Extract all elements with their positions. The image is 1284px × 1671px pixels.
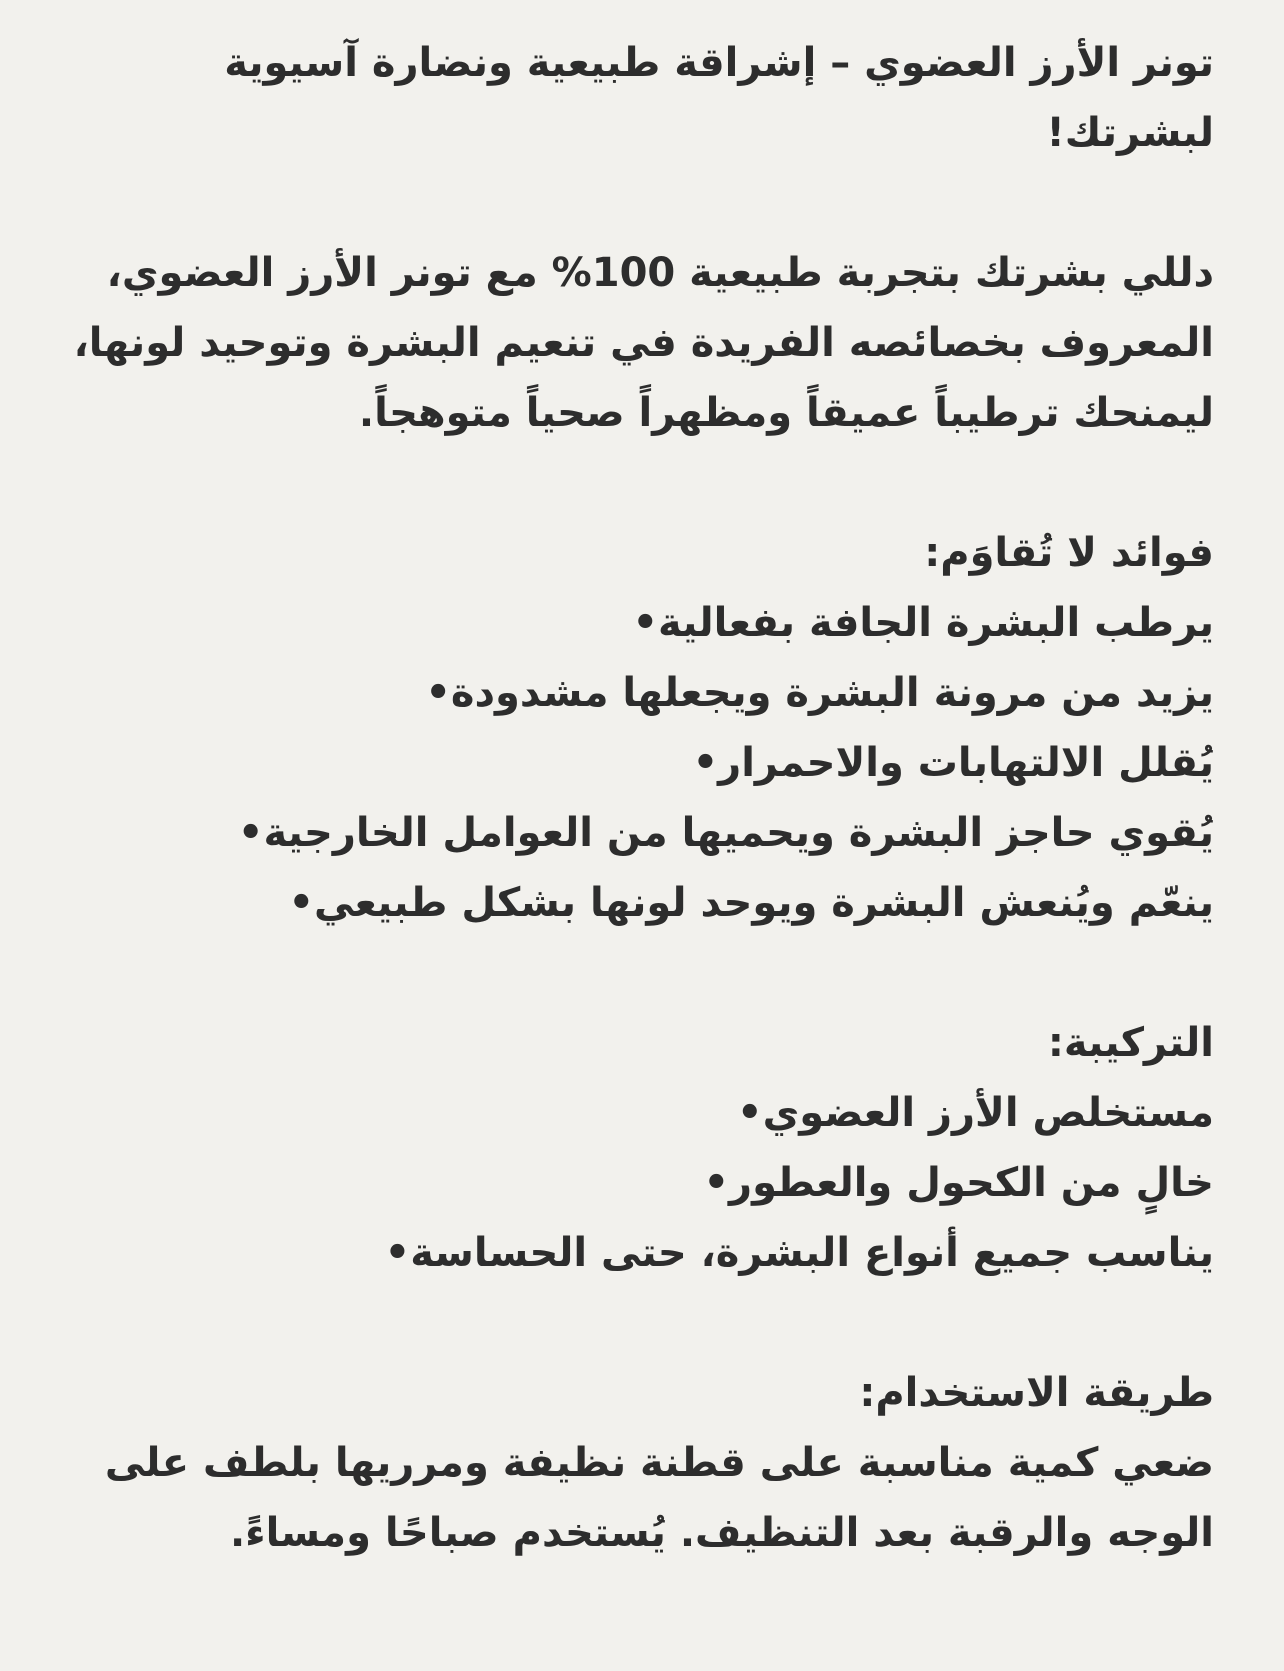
spacer xyxy=(60,1288,1214,1358)
ingredient-item: مستخلص الأرز العضوي• xyxy=(737,1090,1214,1136)
spacer xyxy=(60,168,1214,238)
benefit-item: يُقوي حاجز البشرة ويحميها من العوامل الخارجية• xyxy=(237,810,1214,856)
benefit-item: يزيد من مرونة البشرة ويجعلها مشدودة• xyxy=(425,670,1214,716)
ingredients-section xyxy=(60,1008,1214,1288)
usage-heading: طريقة الاستخدام: xyxy=(859,1370,1214,1416)
benefits-section xyxy=(60,518,1214,938)
intro-paragraph: دللي بشرتك بتجربة طبيعية 100% مع تونر الأرز العضوي، المعروف بخصائصه الفريدة في تنعيم البشرة وتوحيد لونها، ليمنحك ترطيباً عميقاً ومظهراً صحياً متوهجاً. xyxy=(73,250,1214,436)
usage-text: ضعي كمية مناسبة على قطنة نظيفة ومرريها بلطف على الوجه والرقبة بعد التنظيف. يُستخدم صباحًا ومساءً. xyxy=(104,1440,1214,1556)
product-title: تونر الأرز العضوي – إشراقة طبيعية ونضارة آسيوية لبشرتك! xyxy=(224,40,1214,156)
spacer xyxy=(60,938,1214,1008)
benefit-item: ينعّم ويُنعش البشرة ويوحد لونها بشكل طبيعي• xyxy=(288,880,1214,926)
usage-section xyxy=(60,1358,1214,1568)
ingredient-item: خالٍ من الكحول والعطور• xyxy=(703,1160,1214,1206)
ingredient-item: يناسب جميع أنواع البشرة، حتى الحساسة• xyxy=(384,1230,1214,1276)
spacer xyxy=(60,448,1214,518)
benefits-heading: فوائد لا تُقاوَم: xyxy=(924,530,1214,576)
benefit-item: يُقلل الالتهابات والاحمرار• xyxy=(692,740,1214,786)
ingredients-heading: التركيبة: xyxy=(1047,1020,1214,1066)
benefit-item: يرطب البشرة الجافة بفعالية• xyxy=(632,600,1214,646)
